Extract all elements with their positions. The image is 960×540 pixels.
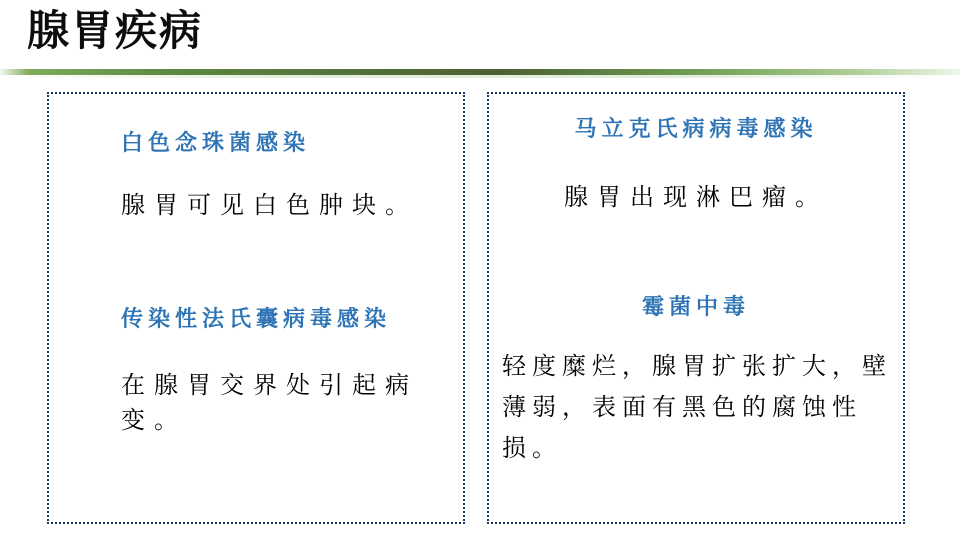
disease-description-ibd: 在腺胃交界处引起病变。: [121, 372, 418, 434]
disease-panel-left: [47, 92, 465, 524]
disease-heading-marek: 马立克氏病病毒感染: [574, 116, 818, 141]
disease-heading-ibd: 传染性法氏囊病毒感染: [121, 305, 392, 331]
page-title: 腺胃疾病: [27, 7, 204, 54]
disease-heading-mold: 霉菌中毒: [641, 293, 750, 319]
disease-description-candida: 腺胃可见白色肿块。: [121, 193, 418, 219]
disease-description-marek: 腺胃出现淋巴瘤。: [564, 185, 828, 211]
disease-heading-candida: 白色念珠菌感染: [121, 130, 311, 155]
title-divider-rule: [0, 69, 960, 75]
disease-panel-right: [487, 92, 905, 524]
disease-description-mold: 轻度糜烂，腺胃扩张扩大，壁薄弱，表面有黑色的腐蚀性损。: [502, 353, 892, 463]
